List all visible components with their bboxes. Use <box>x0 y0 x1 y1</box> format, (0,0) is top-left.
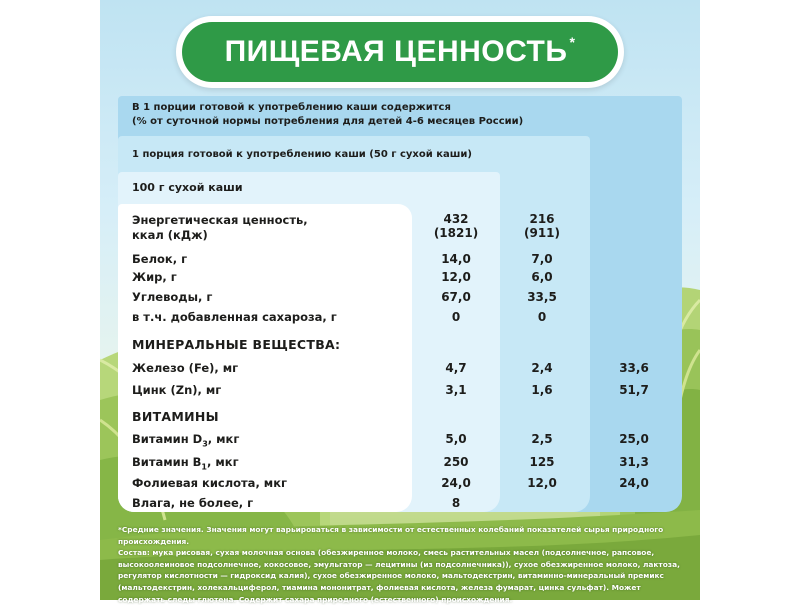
header-100g: 100 г сухой каши <box>132 181 243 194</box>
header-percent-line1: В 1 порции готовой к употреблению каши содержится <box>132 102 451 113</box>
row-energy-label-line1: Энергетическая ценность, <box>132 213 308 227</box>
row-energy-portion-kcal: 216 <box>529 212 555 226</box>
row-vitamin-d-portion: 2,5 <box>531 432 553 446</box>
row-iron-100g: 4,7 <box>445 361 467 375</box>
row-fat-100g: 12,0 <box>441 270 471 284</box>
row-carbs-portion: 33,5 <box>527 290 557 304</box>
row-protein-portion: 7,0 <box>531 252 553 266</box>
row-carbs-100g: 67,0 <box>441 290 471 304</box>
row-fat-portion: 6,0 <box>531 270 553 284</box>
row-zinc-percent: 51,7 <box>619 383 649 397</box>
row-moisture-label: Влага, не более, г <box>132 496 254 510</box>
row-iron-label: Железо (Fe), мг <box>132 361 239 375</box>
row-energy-100g-kj: (1821) <box>433 226 479 240</box>
row-sucrose-100g: 0 <box>451 310 461 324</box>
row-vitamin-d-100g: 5,0 <box>445 432 467 446</box>
row-vitamin-d-label-pre: Витамин D <box>132 432 203 446</box>
row-folic-acid-label: Фолиевая кислота, мкг <box>132 476 288 490</box>
row-sucrose-portion: 0 <box>537 310 547 324</box>
row-vitamin-d-label-sub: 3 <box>202 439 208 449</box>
row-iron-percent: 33,6 <box>619 361 649 375</box>
row-vitamin-b1-percent: 31,3 <box>619 455 649 469</box>
row-energy-100g <box>426 212 486 240</box>
row-zinc-label: Цинк (Zn), мг <box>132 383 222 397</box>
footnote-composition: Состав: мука рисовая, сухая молочная основа (обезжиренное молоко, смесь растительных масел (подсолнечное, рапсовое, высокоолеиновое подсолнечное, кокосовое, эмульгатор — лецитины (из подсолнечника)), сухое обезжиренное молоко, лактоза, регулятор кислотности — гидроксид калия), сухое обезжиренное молоко, мальтодекстрин, витаминно-минеральный премикс (мальтодекстрин, холекальциферол, тиамина мононитрат, фолиевая кислота, железа фумарат, цинка сульфат). Может содержать следы глютена. Содержит сахара природного (естественного) происхождения. <box>118 548 680 604</box>
row-vitamin-b1-label <box>132 455 239 471</box>
header-percent-line2: (% от суточной нормы потребления для детей 4-6 месяцев России) <box>132 116 524 127</box>
minerals-heading: МИНЕРАЛЬНЫЕ ВЕЩЕСТВА: <box>132 337 341 352</box>
row-zinc-100g: 3,1 <box>445 383 467 397</box>
row-folic-acid-100g: 24,0 <box>441 476 471 490</box>
row-sucrose-label: в т.ч. добавленная сахароза, г <box>132 310 337 324</box>
row-vitamin-b1-100g: 250 <box>443 455 469 469</box>
row-vitamin-d-label <box>132 432 239 448</box>
row-zinc-portion: 1,6 <box>531 383 553 397</box>
row-energy-portion-kj: (911) <box>523 226 561 240</box>
row-carbs-label: Углеводы, г <box>132 290 213 304</box>
header-portion: 1 порция готовой к употреблению каши (50 г сухой каши) <box>132 149 472 160</box>
row-protein-100g: 14,0 <box>441 252 471 266</box>
page-title-text: ПИЩЕВАЯ ЦЕННОСТЬ <box>224 35 568 68</box>
row-vitamin-d-percent: 25,0 <box>619 432 649 446</box>
row-moisture-100g: 8 <box>451 496 461 510</box>
row-protein-label: Белок, г <box>132 252 188 266</box>
footnote-averages: *Средние значения. Значения могут варьироваться в зависимости от естественных колебаний показателей сырья природного происхождения. <box>118 525 664 546</box>
row-vitamin-b1-label-post: , мкг <box>207 455 239 469</box>
footnote <box>118 524 690 605</box>
row-vitamin-b1-label-pre: Витамин B <box>132 455 202 469</box>
row-energy-label-line2: ккал (кДж) <box>132 228 208 242</box>
row-energy-portion <box>512 212 572 240</box>
row-folic-acid-portion: 12,0 <box>527 476 557 490</box>
row-vitamin-b1-portion: 125 <box>529 455 555 469</box>
row-energy-100g-kcal: 432 <box>443 212 469 226</box>
vitamins-heading: ВИТАМИНЫ <box>132 409 219 424</box>
row-iron-portion: 2,4 <box>531 361 553 375</box>
page-title <box>182 22 618 82</box>
row-fat-label: Жир, г <box>132 270 177 284</box>
title-footnote-mark: * <box>569 34 576 50</box>
row-folic-acid-percent: 24,0 <box>619 476 649 490</box>
row-vitamin-d-label-post: , мкг <box>207 432 240 446</box>
row-vitamin-b1-label-sub: 1 <box>201 462 207 472</box>
